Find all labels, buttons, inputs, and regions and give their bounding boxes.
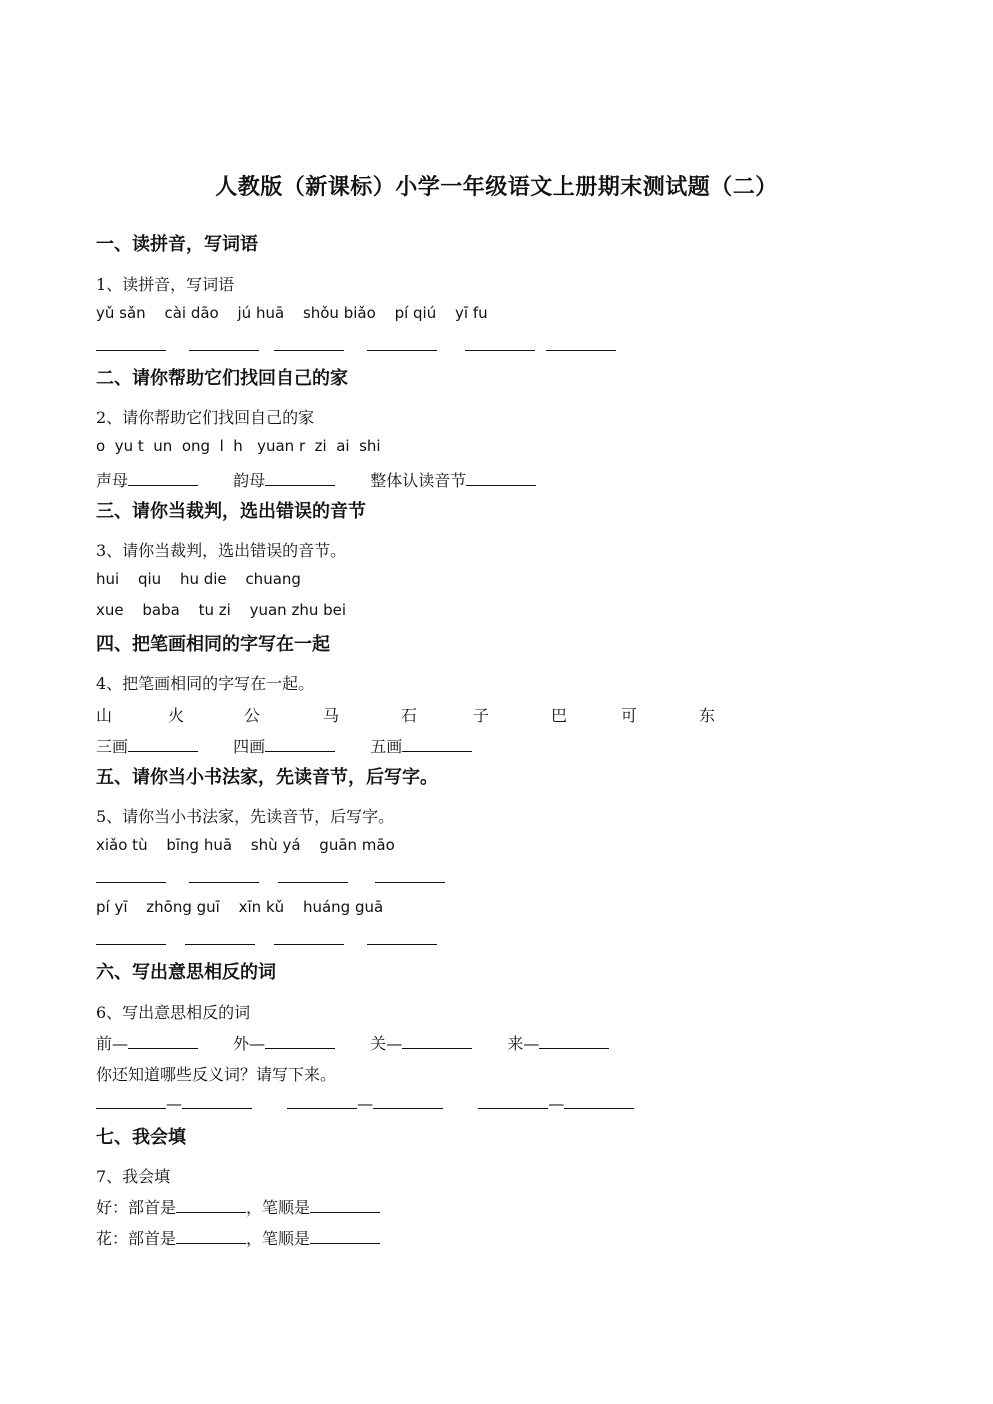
answer-blank[interactable] <box>478 1094 548 1109</box>
radical-label: 花：部首是 <box>96 1229 177 1248</box>
character-item: 马 <box>323 706 340 725</box>
section-7-row-1 <box>96 1195 380 1218</box>
answer-blank[interactable] <box>265 471 335 486</box>
pinyin-item: huáng guā <box>302 898 384 916</box>
section-1-pinyin-row <box>96 304 488 322</box>
section-5-pinyin-row-1 <box>96 836 395 854</box>
answer-blank[interactable] <box>176 1198 246 1213</box>
syllable-item: chuang <box>245 570 301 588</box>
answer-blank[interactable] <box>96 1094 166 1109</box>
pinyin-item: zhōng guī <box>146 898 220 916</box>
section-2-answer-row <box>96 468 536 491</box>
section-1-question: 1、读拼音，写词语 <box>96 275 235 294</box>
syllable-item: baba <box>142 601 180 619</box>
answer-blank[interactable] <box>310 1198 380 1213</box>
character-item: 东 <box>699 706 716 725</box>
character-item: 公 <box>244 706 261 725</box>
answer-blank[interactable] <box>375 882 445 883</box>
section-2-syllables: o yu t un ong l h yuan r zi ai shi <box>96 437 381 455</box>
syllable-item: qiu <box>137 570 162 588</box>
pinyin-item: yī fu <box>455 304 488 322</box>
answer-blank[interactable] <box>278 882 348 883</box>
pinyin-item: pí qiú <box>394 304 437 322</box>
answer-blank[interactable] <box>96 350 166 351</box>
answer-blank[interactable] <box>265 737 335 752</box>
syllable-item: xue <box>96 601 124 619</box>
answer-blank[interactable] <box>128 737 198 752</box>
section-3-question: 3、请你当裁判，选出错误的音节。 <box>96 541 347 560</box>
answer-blank[interactable] <box>185 944 255 945</box>
pinyin-item: xīn kǔ <box>238 898 285 916</box>
section-4-characters <box>96 703 736 725</box>
section-7-question: 7、我会填 <box>96 1167 171 1186</box>
answer-blank[interactable] <box>96 944 166 945</box>
section-4-heading: 四、把笔画相同的字写在一起 <box>96 634 330 655</box>
section-3-row-1 <box>96 570 301 588</box>
answer-blank[interactable] <box>265 1034 335 1049</box>
section-4-answer-row <box>96 734 472 757</box>
section-6-extra-row <box>96 1094 634 1113</box>
answer-blank[interactable] <box>287 1094 357 1109</box>
dash-separator: — <box>166 1094 182 1113</box>
syllable-item: yuan zhu bei <box>249 601 347 619</box>
answer-blank[interactable] <box>539 1034 609 1049</box>
character-item: 山 <box>96 706 113 725</box>
syllable-item: hui <box>96 570 120 588</box>
answer-blank[interactable] <box>189 350 259 351</box>
section-6-pairs-row <box>96 1031 609 1054</box>
section-5-question: 5、请你当小书法家，先读音节，后写字。 <box>96 807 395 826</box>
answer-blank[interactable] <box>128 471 198 486</box>
section-6-extra-prompt: 你还知道哪些反义词？请写下来。 <box>96 1065 337 1084</box>
section-5-pinyin-row-2 <box>96 898 383 916</box>
radical-label: 好：部首是 <box>96 1198 177 1217</box>
section-7-heading: 七、我会填 <box>96 1127 186 1148</box>
answer-blank[interactable] <box>182 1094 252 1109</box>
answer-blank[interactable] <box>466 471 536 486</box>
page-title: 人教版（新课标）小学一年级语文上册期末测试题（二） <box>215 174 778 200</box>
dash-separator: — <box>357 1094 374 1113</box>
answer-blank[interactable] <box>564 1094 634 1109</box>
section-6-heading: 六、写出意思相反的词 <box>96 962 276 983</box>
section-2-question: 2、请你帮助它们找回自己的家 <box>96 408 315 427</box>
answer-blank[interactable] <box>274 944 344 945</box>
stroke-order-label: ，笔顺是 <box>246 1229 311 1248</box>
answer-blank[interactable] <box>367 350 437 351</box>
answer-blank[interactable] <box>402 737 472 752</box>
character-item: 巴 <box>551 706 568 725</box>
section-1-heading: 一、读拼音，写词语 <box>96 234 258 255</box>
antonym-prompt: 前— <box>96 1034 129 1053</box>
initials-label: 声母 <box>96 471 129 490</box>
pinyin-item: cài dāo <box>164 304 219 322</box>
dash-separator: — <box>548 1094 565 1113</box>
answer-blank[interactable] <box>546 350 616 351</box>
five-strokes-label: 五画 <box>370 737 403 756</box>
stroke-order-label: ，笔顺是 <box>246 1198 311 1217</box>
character-item: 子 <box>473 706 490 725</box>
antonym-prompt: 来— <box>507 1034 540 1053</box>
character-item: 石 <box>401 706 418 725</box>
pinyin-item: guān māo <box>319 836 395 854</box>
section-2-heading: 二、请你帮助它们找回自己的家 <box>96 368 348 389</box>
answer-blank[interactable] <box>367 944 437 945</box>
character-item: 火 <box>168 706 185 725</box>
answer-blank[interactable] <box>96 882 166 883</box>
antonym-prompt: 外— <box>233 1034 266 1053</box>
answer-blank[interactable] <box>189 882 259 883</box>
pinyin-item: jú huā <box>237 304 285 322</box>
answer-blank[interactable] <box>402 1034 472 1049</box>
whole-syllables-label: 整体认读音节 <box>370 471 467 490</box>
pinyin-item: xiǎo tù <box>96 836 148 854</box>
section-4-question: 4、把笔画相同的字写在一起。 <box>96 674 315 693</box>
answer-blank[interactable] <box>128 1034 198 1049</box>
pinyin-item: pí yī <box>96 898 128 916</box>
answer-blank[interactable] <box>274 350 344 351</box>
syllable-item: tu zi <box>198 601 231 619</box>
section-7-row-2 <box>96 1226 380 1249</box>
four-strokes-label: 四画 <box>233 737 266 756</box>
answer-blank[interactable] <box>465 350 535 351</box>
finals-label: 韵母 <box>233 471 266 490</box>
pinyin-item: shù yá <box>250 836 301 854</box>
section-3-row-2 <box>96 601 346 619</box>
section-5-heading: 五、请你当小书法家，先读音节，后写字。 <box>96 767 438 788</box>
pinyin-item: shǒu biǎo <box>302 304 376 322</box>
section-6-question: 6、写出意思相反的词 <box>96 1003 251 1022</box>
answer-blank[interactable] <box>310 1229 380 1244</box>
pinyin-item: yǔ sǎn <box>96 304 146 322</box>
section-3-heading: 三、请你当裁判，选出错误的音节 <box>96 501 366 522</box>
pinyin-item: bīng huā <box>166 836 233 854</box>
syllable-item: hu die <box>179 570 227 588</box>
antonym-prompt: 关— <box>370 1034 403 1053</box>
three-strokes-label: 三画 <box>96 737 129 756</box>
character-item: 可 <box>621 706 638 725</box>
answer-blank[interactable] <box>373 1094 443 1109</box>
answer-blank[interactable] <box>176 1229 246 1244</box>
